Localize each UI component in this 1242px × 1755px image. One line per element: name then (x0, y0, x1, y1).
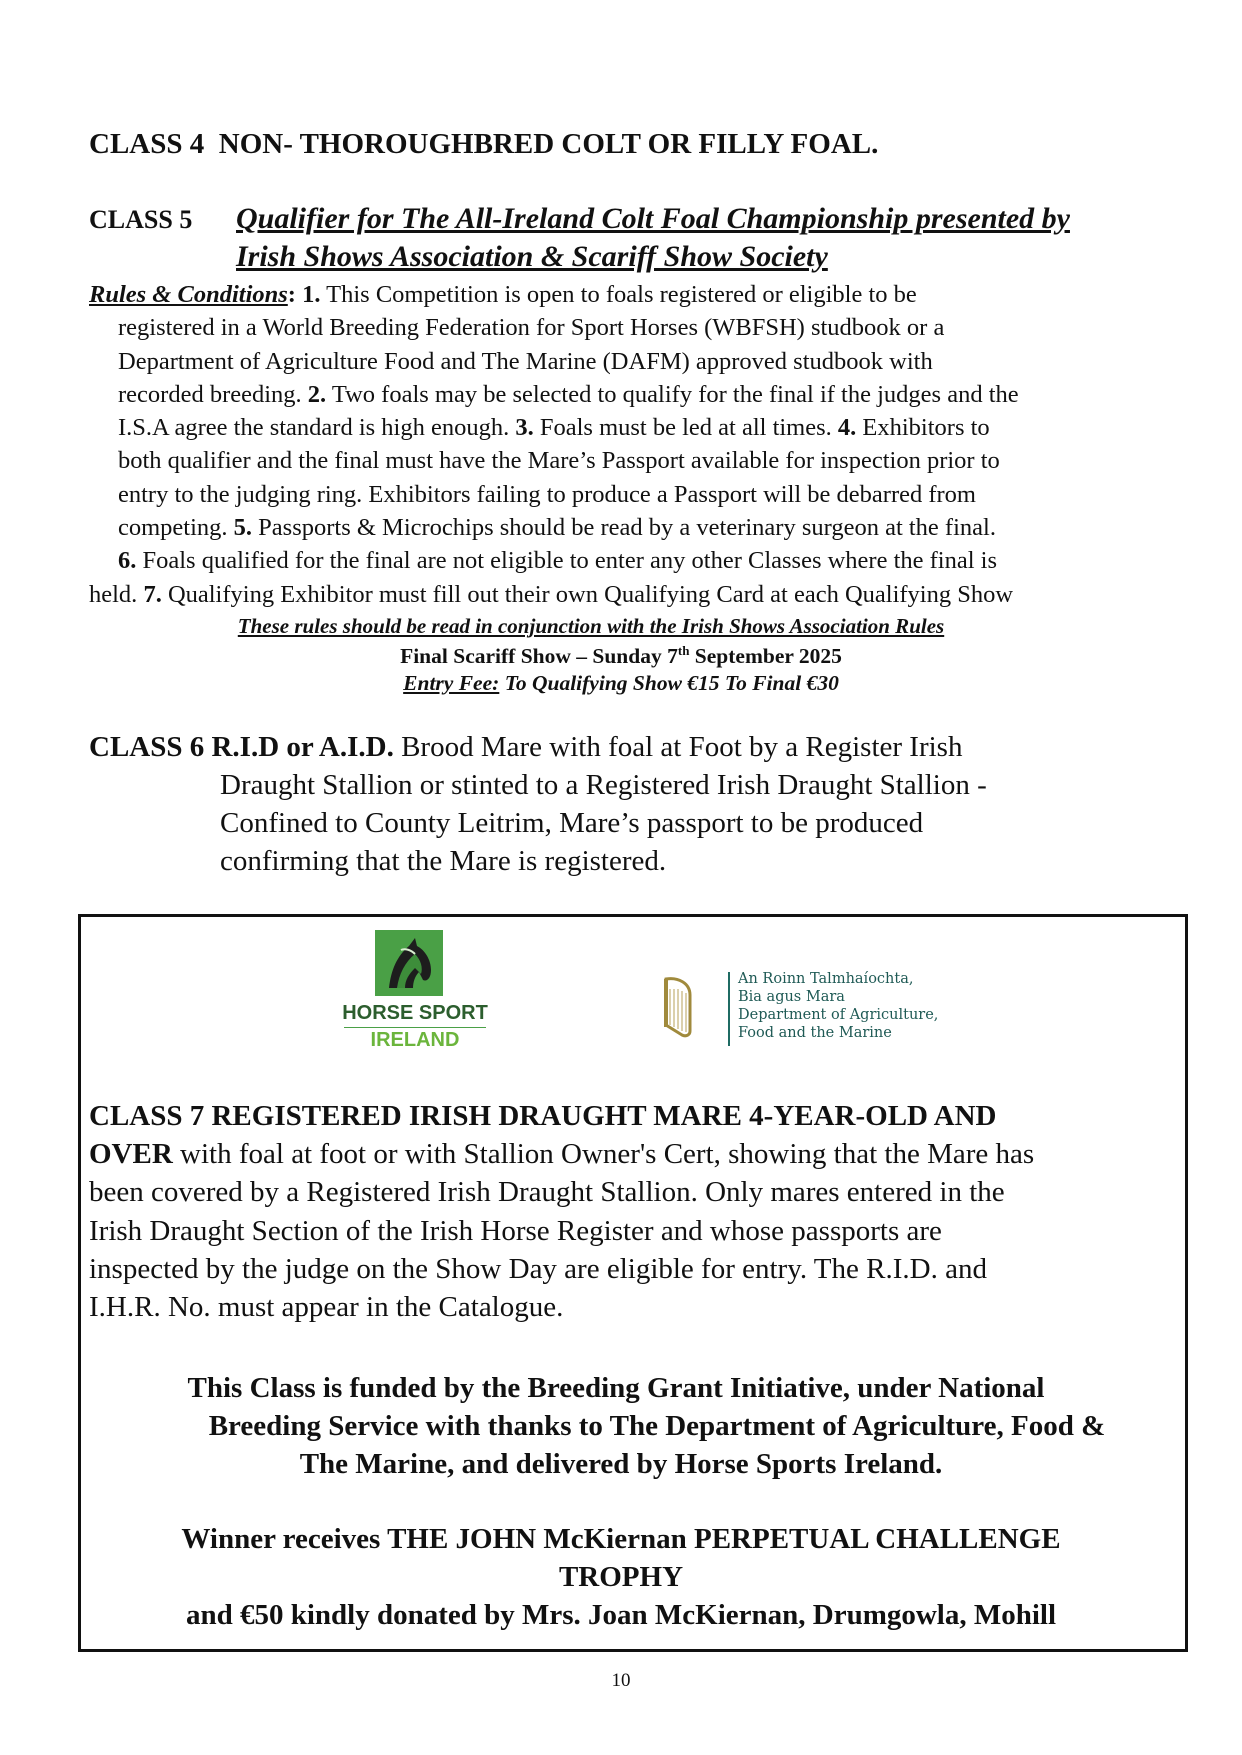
page-number: 10 (611, 1670, 631, 1691)
class-4-heading (89, 128, 878, 161)
rules-and-conditions (89, 278, 1209, 611)
entry-fee (0, 671, 1242, 696)
dafm-line: Bia agus Mara (738, 989, 845, 1005)
rule-text: Foals must be led at all times. (533, 414, 838, 442)
hsi-logo-text: HORSE SPORT (342, 1002, 488, 1024)
class-7-text: been covered by a Registered Irish Draught Stallion. Only mares entered in the (89, 1176, 1005, 1209)
rules-line (89, 444, 1209, 477)
class-6-label: CLASS 6 R.I.D or A.I.D. (89, 731, 394, 763)
rules-line (89, 478, 1209, 511)
rule-number: 6. (118, 547, 137, 575)
class-5-label: CLASS 5 (89, 205, 193, 234)
rule-text: both qualifier and the final must have the Mare’s Passport available for inspection prior to (118, 447, 1000, 475)
dafm-line: Department of Agriculture, (738, 1007, 939, 1023)
class-6 (89, 728, 987, 880)
rules-line (89, 511, 1209, 544)
final-show-date (0, 643, 1242, 669)
rule-text: Exhibitors to (856, 414, 990, 442)
harp-icon (660, 975, 694, 1039)
class-5-title (236, 200, 1070, 276)
funding-line: Breeding Service with thanks to The Department of Agriculture, Food & (208, 1410, 1106, 1442)
horse-sport-ireland-logo (330, 928, 500, 1051)
dafm-divider (728, 972, 730, 1046)
rule-number: 4. (837, 414, 857, 442)
trophy-line: and €50 kindly donated by Mrs. Joan McKiernan, Drumgowla, Mohill (185, 1599, 1057, 1631)
funding-line: This Class is funded by the Breeding Grant Initiative, under National (187, 1372, 1045, 1404)
hsi-logo-text: IRELAND (370, 1029, 460, 1051)
class-7 (89, 1097, 1179, 1326)
rule-number: 2. (307, 380, 327, 408)
rule-text: Foals qualified for the final are not eligible to enter any other Classes where the final is (136, 547, 998, 575)
rule-text: competing. (118, 514, 234, 542)
funding-line: The Marine, and delivered by Horse Sports Ireland. (299, 1448, 943, 1480)
rules-line (89, 345, 1209, 378)
rules-line (89, 311, 1209, 344)
rule-text: Qualifying Exhibitor must fill out their own Qualifying Card at each Qualifying Show (161, 580, 1014, 608)
rules-note: These rules should be read in conjunction with the Irish Shows Association Rules (237, 614, 945, 638)
rules-line (89, 544, 1209, 577)
class-6-text: Confined to County Leitrim, Mare’s passport to be produced (220, 807, 924, 839)
rules-line (89, 578, 1209, 611)
rules-heading: Rules & Conditions (89, 281, 288, 308)
class-7-text: inspected by the judge on the Show Day are eligible for entry. The R.I.D. and (89, 1252, 987, 1285)
rules-heading-colon: : (287, 281, 303, 308)
trophy-line: TROPHY (558, 1561, 684, 1593)
rule-text: recorded breeding. (118, 380, 308, 408)
rule-number: 7. (143, 580, 162, 608)
class-7-text: Irish Draught Section of the Irish Horse Register and whose passports are (89, 1214, 942, 1247)
final-show-prefix: Final Scariff Show – Sunday 7 (400, 644, 678, 669)
rule-text: This Competition is open to foals registered or eligible to be (320, 281, 917, 308)
rule-number: 1. (302, 281, 321, 308)
class-5-title-line: Irish Shows Association & Scariff Show Society (236, 240, 828, 273)
funding-statement (0, 1369, 1242, 1483)
final-show-ordinal: th (677, 643, 690, 658)
rule-text: registered in a World Breeding Federation for Sport Horses (WBFSH) studbook or a (118, 314, 945, 342)
rule-number: 3. (515, 414, 534, 442)
rule-text: held. (89, 580, 144, 608)
final-show-suffix: September 2025 (689, 644, 842, 669)
trophy-statement (0, 1520, 1242, 1634)
class-7-label-cont: OVER (89, 1138, 173, 1171)
trophy-line: Winner receives THE JOHN McKiernan PERPETUAL CHALLENGE (181, 1523, 1061, 1555)
class-7-label: CLASS 7 REGISTERED IRISH DRAUGHT MARE 4-YEAR-OLD AND (89, 1100, 997, 1132)
dafm-logo-text (738, 970, 938, 1042)
class-4-title: NON- THOROUGHBRED COLT OR FILLY FOAL. (218, 128, 879, 160)
hsi-logo-rule (344, 1027, 486, 1028)
class-7-text: I.H.R. No. must appear in the Catalogue. (89, 1291, 564, 1324)
dafm-line: Food and the Marine (738, 1025, 892, 1041)
rules-line (89, 378, 1209, 411)
rule-text: entry to the judging ring. Exhibitors failing to produce a Passport will be debarred from (118, 480, 976, 508)
class-5-title-line: Qualifier for The All-Ireland Colt Foal Championship presented by (236, 202, 1070, 235)
class-4-label: CLASS 4 (89, 128, 205, 160)
dafm-line: An Roinn Talmhaíochta, (738, 971, 914, 987)
rule-text: Two foals may be selected to qualify for the final if the judges and the (326, 380, 1019, 408)
class-7-text: with foal at foot or with Stallion Owner's Cert, showing that the Mare has (172, 1138, 1035, 1171)
class-6-text: Draught Stallion or stinted to a Registered Irish Draught Stallion - (220, 769, 987, 801)
rules-line (89, 411, 1209, 444)
class-6-text: Brood Mare with foal at Foot by a Register Irish (393, 731, 963, 763)
entry-fee-label: Entry Fee: (403, 671, 500, 695)
rules-line (89, 278, 1209, 311)
rule-text: Department of Agriculture Food and The Marine (DAFM) approved studbook with (118, 347, 933, 375)
class-6-text: confirming that the Mare is registered. (220, 845, 667, 877)
rule-number: 5. (233, 514, 253, 542)
entry-fee-text: To Qualifying Show €15 To Final €30 (499, 671, 839, 695)
dafm-logo (660, 970, 950, 1050)
rule-text: I.S.A agree the standard is high enough. (118, 414, 516, 442)
horse-head-icon (375, 930, 443, 996)
rule-text: Passports & Microchips should be read by a veterinary surgeon at the final. (252, 514, 996, 542)
